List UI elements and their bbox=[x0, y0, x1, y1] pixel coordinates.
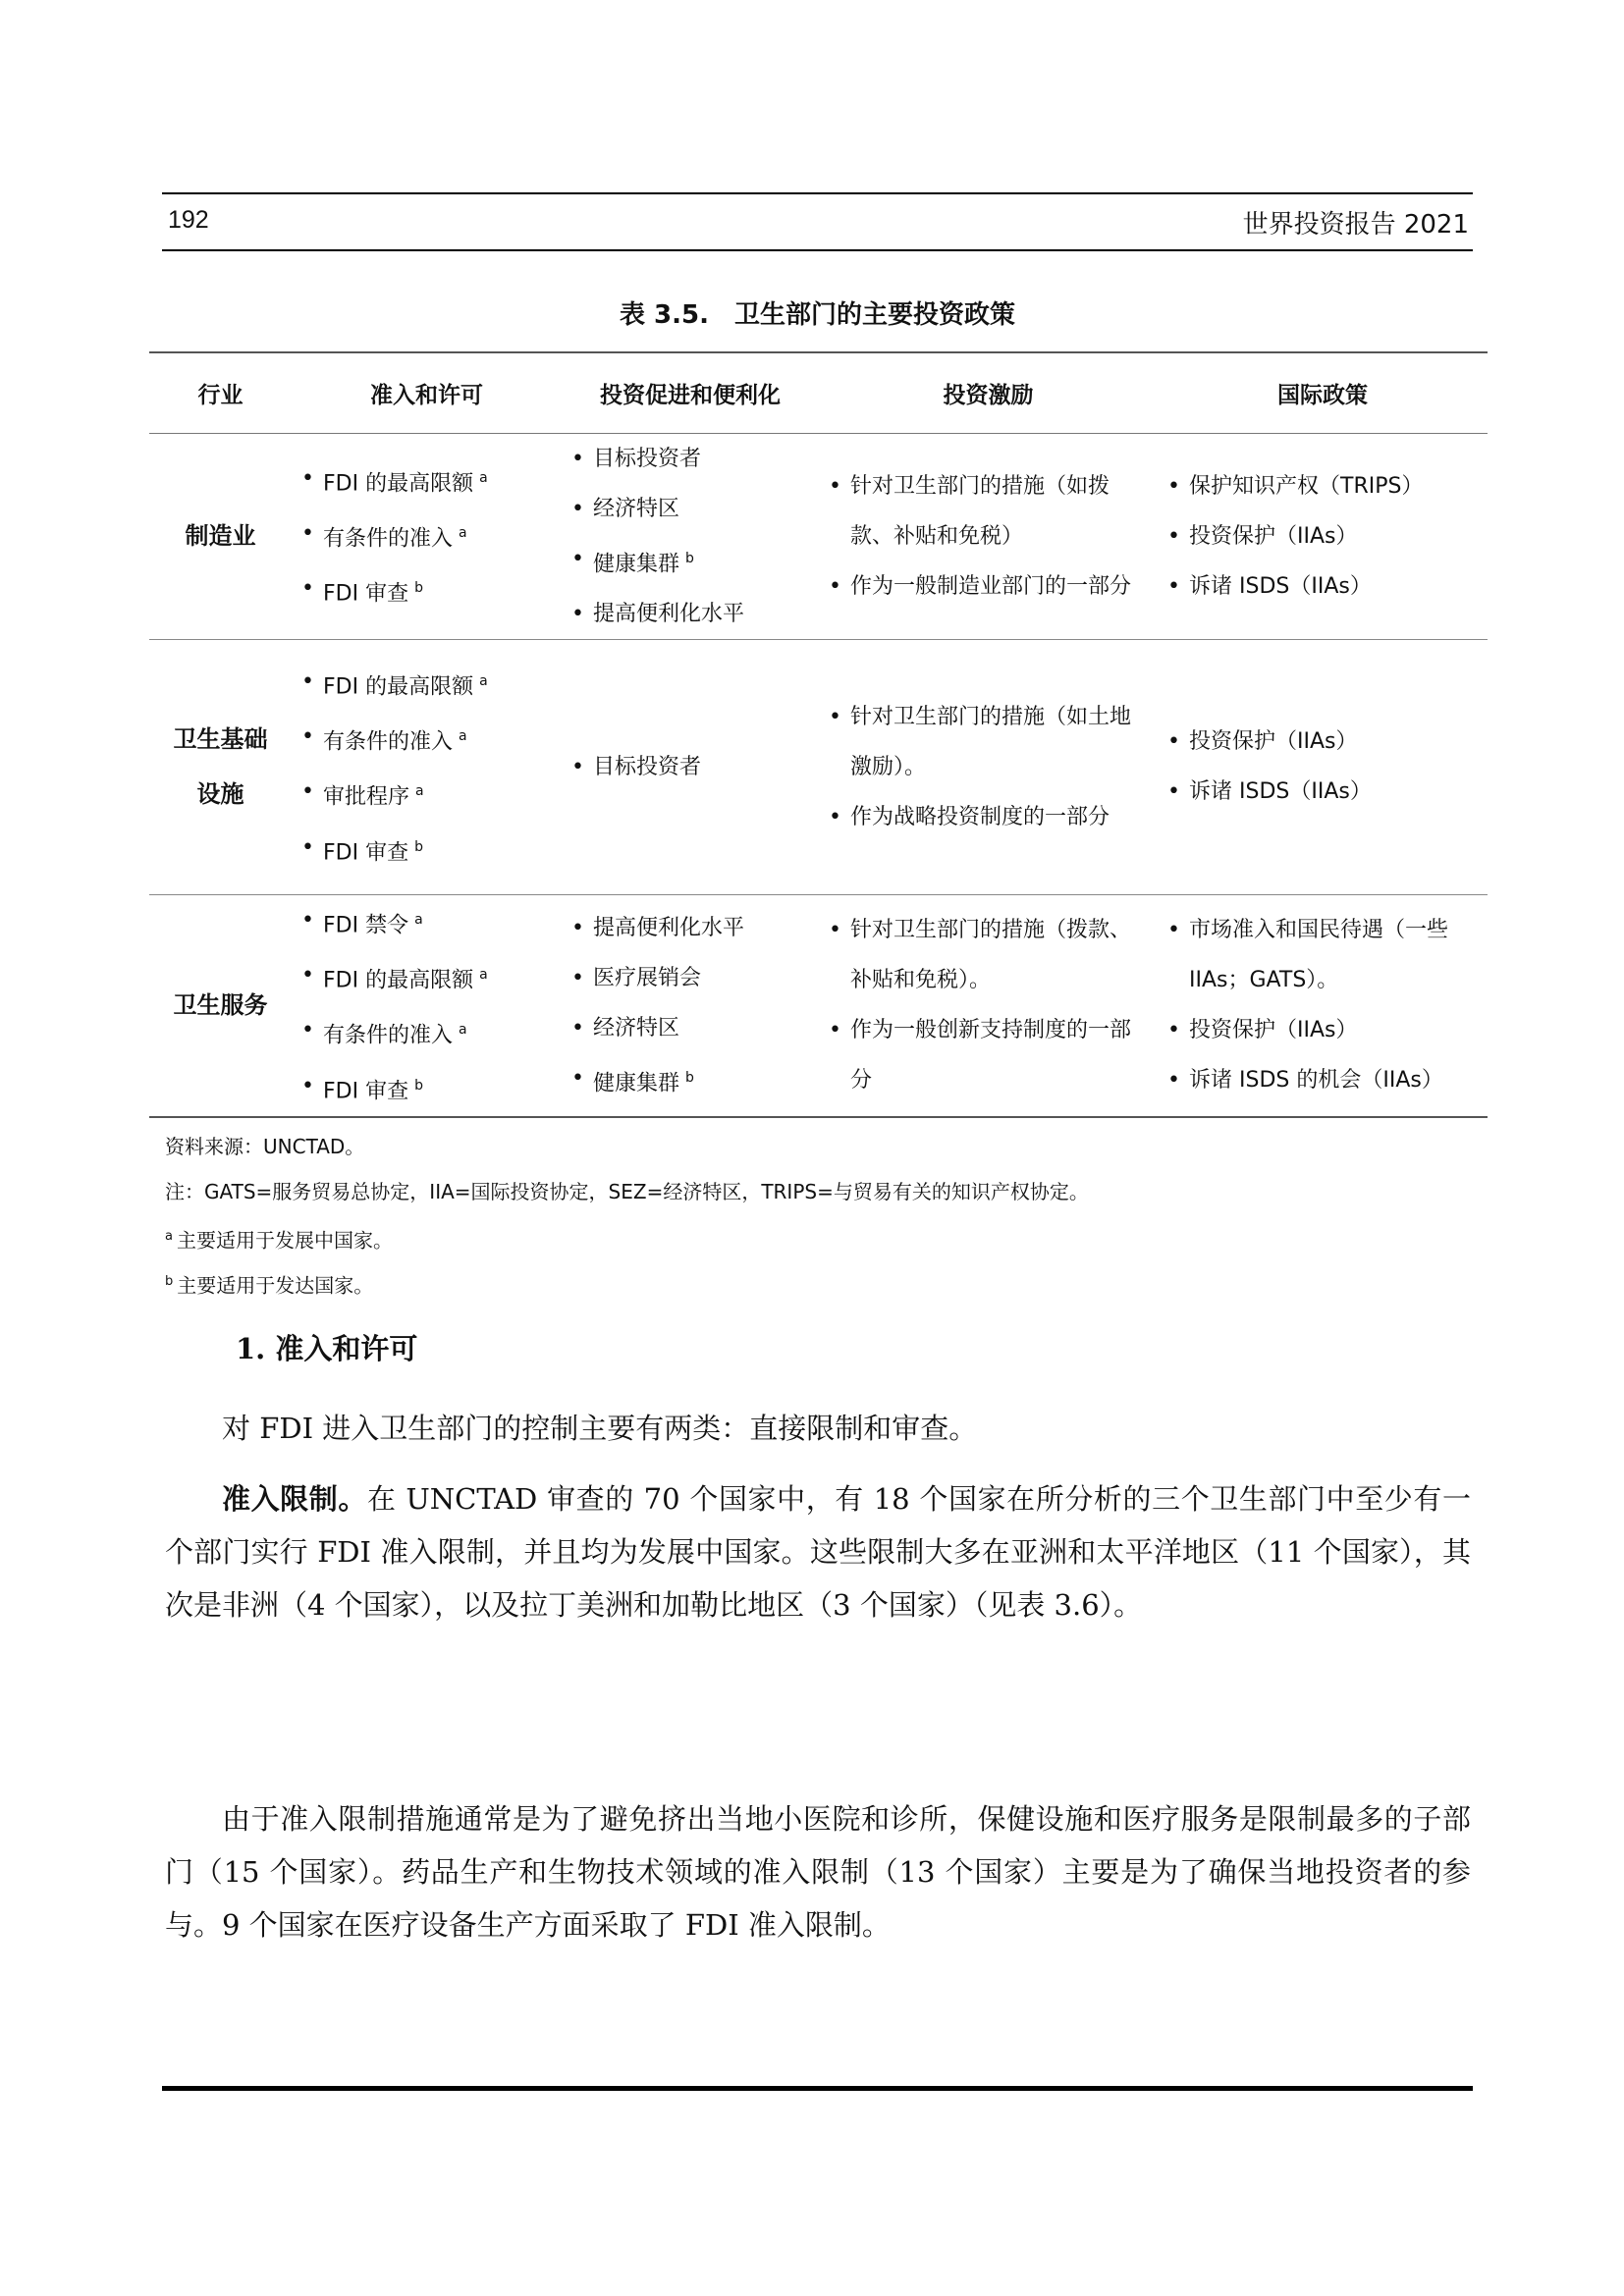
table-row bbox=[149, 639, 1488, 894]
list-item-text: 审批程序 bbox=[323, 784, 410, 810]
list-item-text: 市场准入和国民待遇（一些 IIAs；GATS）。 bbox=[1189, 918, 1449, 993]
column-header: 国际政策 bbox=[1158, 352, 1488, 433]
list-item-text: FDI 的最高限额 bbox=[323, 968, 474, 993]
list-item-text: 针对卫生部门的措施（拨款、补贴和免税）。 bbox=[850, 918, 1132, 993]
international-cell bbox=[1158, 894, 1488, 1117]
list-item bbox=[298, 454, 556, 508]
paragraph-text: 由于准入限制措施通常是为了避免挤出当地小医院和诊所，保健设施和医疗服务是限制最多的子部门（15 个国家）。药品生产和生物技术领域的准入限制（13 个国家）主要是为了确保当地投资者的参与。9 个国家在医疗设备生产方面采取了 FDI 准入限制。 bbox=[165, 1802, 1471, 1942]
paragraph-text: 对 FDI 进入卫生部门的控制主要有两类：直接限制和审查。 bbox=[222, 1412, 978, 1445]
list-item-text: 健康集群 bbox=[593, 551, 680, 576]
list-item bbox=[1164, 461, 1482, 511]
list-item bbox=[568, 903, 813, 953]
bullet-list bbox=[568, 742, 813, 792]
list-item bbox=[568, 1053, 813, 1108]
list-item-text: 投资保护（IIAs） bbox=[1189, 523, 1358, 549]
footnote-mark: a bbox=[165, 1229, 173, 1244]
list-item bbox=[298, 767, 556, 822]
incentives-cell bbox=[819, 894, 1158, 1117]
list-item bbox=[1164, 905, 1482, 1005]
column-header: 行业 bbox=[149, 352, 292, 433]
promotion-cell bbox=[562, 433, 819, 639]
list-item bbox=[568, 434, 813, 484]
list-item-text: 投资保护（IIAs） bbox=[1189, 729, 1358, 755]
sector-cell: 制造业 bbox=[149, 433, 292, 639]
international-cell bbox=[1158, 639, 1488, 894]
footnote-mark: a bbox=[459, 728, 467, 744]
list-item bbox=[825, 692, 1152, 792]
body-paragraph bbox=[165, 1402, 1471, 1455]
footnote-a bbox=[165, 1214, 1089, 1259]
footnote-mark: b bbox=[165, 1274, 174, 1289]
footnote-mark: b bbox=[685, 1069, 694, 1086]
list-item bbox=[568, 742, 813, 792]
bullet-list bbox=[825, 905, 1152, 1105]
list-item-text: 目标投资者 bbox=[593, 754, 702, 779]
list-item bbox=[1164, 1005, 1482, 1055]
list-item bbox=[1164, 511, 1482, 561]
report-title: 世界投资报告 2021 bbox=[1242, 210, 1469, 240]
list-item bbox=[568, 1003, 813, 1053]
entry-cell bbox=[292, 894, 562, 1117]
list-item-text: 作为一般制造业部门的一部分 bbox=[850, 573, 1132, 599]
table-caption: 表 3.5. 卫生部门的主要投资政策 bbox=[620, 300, 1015, 330]
list-item bbox=[1164, 1055, 1482, 1105]
footnote-mark: b bbox=[414, 838, 423, 855]
list-item-text: FDI 审查 bbox=[323, 581, 409, 607]
list-item bbox=[568, 534, 813, 589]
list-item bbox=[825, 461, 1152, 561]
sector-cell: 卫生基础设施 bbox=[149, 639, 292, 894]
list-item-text: 提高便利化水平 bbox=[593, 601, 745, 626]
list-item-text: 提高便利化水平 bbox=[593, 915, 745, 940]
list-item-text: 有条件的准入 bbox=[323, 526, 454, 552]
footnote-mark: a bbox=[459, 525, 467, 541]
bullet-list bbox=[825, 692, 1152, 842]
list-item-text: 保护知识产权（TRIPS） bbox=[1189, 473, 1424, 499]
paragraph-body: 在 UNCTAD 审查的 70 个国家中，有 18 个国家在所分析的三个卫生部门中至少有一个部门实行 FDI 准入限制，并且均为发展中国家。这些限制大多在亚洲和太平洋地区（11 个国家），其次是非洲（4 个国家），以及拉丁美洲和加勒比地区（3 个国家）（见表 3.6）。 bbox=[165, 1482, 1471, 1622]
list-item-text: 有条件的准入 bbox=[323, 1023, 454, 1048]
list-item-text: 健康集群 bbox=[593, 1071, 680, 1096]
footnote-mark: a bbox=[479, 967, 488, 984]
footnote-mark: a bbox=[479, 469, 488, 486]
bullet-list bbox=[298, 657, 556, 878]
column-header: 投资激励 bbox=[819, 352, 1158, 433]
list-item bbox=[1164, 717, 1482, 767]
list-item-text: FDI 审查 bbox=[323, 1079, 409, 1104]
list-item-text: 医疗展销会 bbox=[593, 965, 702, 990]
promotion-cell bbox=[562, 894, 819, 1117]
footnote-mark: a bbox=[479, 672, 488, 689]
list-item-text: FDI 的最高限额 bbox=[323, 471, 474, 496]
page-number: 192 bbox=[168, 206, 209, 234]
abbreviation-note: 注：GATS=服务贸易总协定，IIA=国际投资协定，SEZ=经济特区，TRIPS=与贸易有关的知识产权协定。 bbox=[165, 1180, 1089, 1203]
list-item bbox=[298, 712, 556, 767]
table-row bbox=[149, 894, 1488, 1117]
list-item bbox=[568, 589, 813, 639]
list-item-text: 诉诸 ISDS（IIAs） bbox=[1189, 573, 1372, 599]
list-item bbox=[825, 561, 1152, 612]
list-item bbox=[825, 905, 1152, 1005]
footnote-mark: b bbox=[685, 550, 694, 566]
table-row bbox=[149, 433, 1488, 639]
paragraph-lead: 准入限制。 bbox=[222, 1482, 367, 1516]
list-item-text: 投资保护（IIAs） bbox=[1189, 1018, 1358, 1043]
list-item-text: 诉诸 ISDS 的机会（IIAs） bbox=[1189, 1068, 1443, 1094]
table-header-row bbox=[149, 352, 1488, 433]
entry-cell bbox=[292, 639, 562, 894]
source-note: 资料来源：UNCTAD。 bbox=[165, 1135, 365, 1158]
footer-rule bbox=[162, 2086, 1473, 2091]
sector-cell: 卫生服务 bbox=[149, 894, 292, 1117]
incentives-cell bbox=[819, 433, 1158, 639]
footnote-b bbox=[165, 1259, 1089, 1305]
table-notes bbox=[165, 1124, 1089, 1305]
bullet-list bbox=[1164, 717, 1482, 817]
body-paragraph bbox=[165, 1792, 1471, 1951]
list-item-text: 作为一般创新支持制度的一部分 bbox=[850, 1018, 1132, 1094]
list-item bbox=[298, 508, 556, 563]
bullet-list bbox=[568, 903, 813, 1108]
list-item-text: 针对卫生部门的措施（如拨款、补贴和免税） bbox=[850, 473, 1110, 549]
footnote-text: 主要适用于发达国家。 bbox=[177, 1273, 374, 1298]
promotion-cell bbox=[562, 639, 819, 894]
body-paragraph bbox=[165, 1472, 1471, 1631]
bullet-list bbox=[568, 434, 813, 639]
list-item bbox=[298, 823, 556, 878]
bullet-list bbox=[825, 461, 1152, 612]
footnote-text: 主要适用于发展中国家。 bbox=[176, 1228, 393, 1253]
page-header bbox=[162, 192, 1473, 251]
list-item-text: 诉诸 ISDS（IIAs） bbox=[1189, 779, 1372, 805]
list-item bbox=[825, 792, 1152, 842]
list-item bbox=[298, 1061, 556, 1116]
list-item bbox=[568, 953, 813, 1003]
incentives-cell bbox=[819, 639, 1158, 894]
list-item-text: FDI 的最高限额 bbox=[323, 674, 474, 699]
list-item-text: 有条件的准入 bbox=[323, 729, 454, 755]
bullet-list bbox=[1164, 905, 1482, 1105]
section-heading: 1. 准入和许可 bbox=[236, 1332, 418, 1365]
footnote-mark: a bbox=[459, 1022, 467, 1039]
list-item bbox=[1164, 767, 1482, 817]
list-item-text: FDI 审查 bbox=[323, 839, 409, 865]
footnote-mark: a bbox=[415, 783, 424, 800]
list-item bbox=[1164, 561, 1482, 612]
footnote-mark: b bbox=[414, 580, 423, 597]
column-header: 投资促进和便利化 bbox=[562, 352, 819, 433]
list-item bbox=[298, 895, 556, 950]
list-item-text: 经济特区 bbox=[593, 1015, 680, 1041]
entry-cell bbox=[292, 433, 562, 639]
list-item-text: 经济特区 bbox=[593, 496, 680, 521]
list-item-text: 作为战略投资制度的一部分 bbox=[850, 804, 1110, 829]
bullet-list bbox=[1164, 461, 1482, 612]
list-item-text: 针对卫生部门的措施（如土地激励）。 bbox=[850, 704, 1132, 779]
list-item bbox=[825, 1005, 1152, 1105]
column-header: 准入和许可 bbox=[292, 352, 562, 433]
list-item bbox=[568, 484, 813, 534]
list-item bbox=[298, 950, 556, 1005]
bullet-list bbox=[298, 454, 556, 619]
paragraph-text bbox=[165, 1472, 1471, 1631]
list-item bbox=[298, 563, 556, 618]
list-item-text: FDI 禁令 bbox=[323, 913, 409, 938]
policy-table bbox=[149, 351, 1488, 1118]
list-item-text: 目标投资者 bbox=[593, 446, 702, 471]
footnote-mark: a bbox=[414, 911, 423, 928]
international-cell bbox=[1158, 433, 1488, 639]
footnote-mark: b bbox=[414, 1077, 423, 1094]
list-item bbox=[298, 1005, 556, 1060]
list-item bbox=[298, 657, 556, 712]
bullet-list bbox=[298, 895, 556, 1116]
